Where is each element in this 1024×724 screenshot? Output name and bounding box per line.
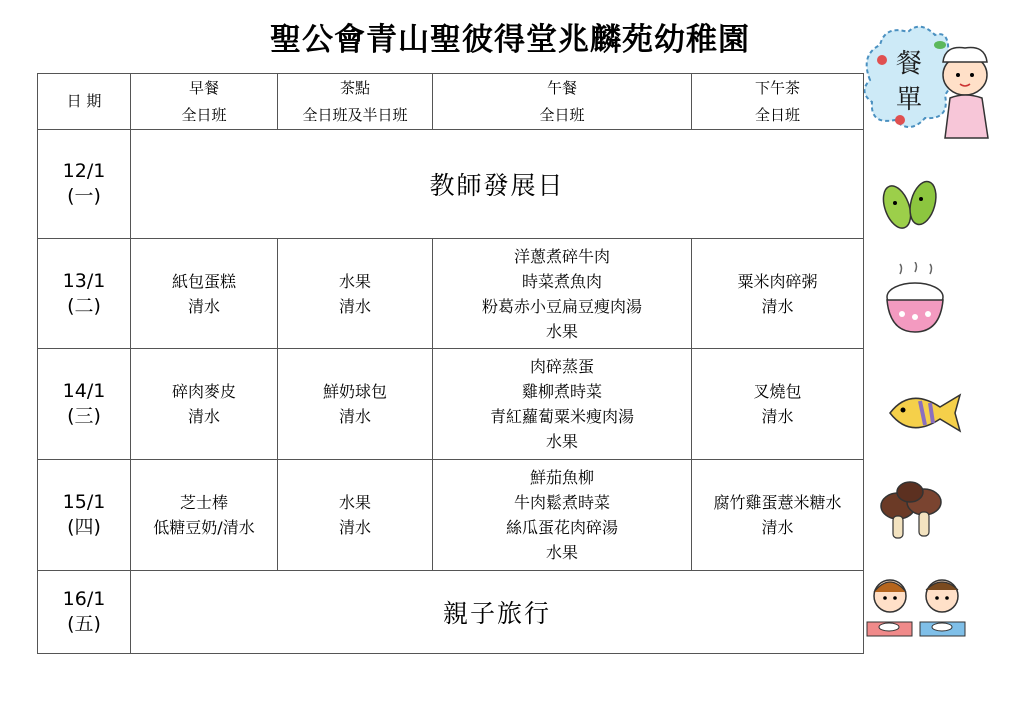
date-cell: 14/1 (三) xyxy=(38,349,131,460)
chef-badge-icon xyxy=(860,20,1000,140)
rice-bowl-icon xyxy=(880,262,950,337)
lunch-cell: 鮮茄魚柳 牛肉鬆煮時菜 絲瓜蛋花肉碎湯 水果 xyxy=(433,460,692,571)
lunch-cell: 洋蔥煮碎牛肉 時菜煮魚肉 粉葛赤小豆扁豆瘦肉湯 水果 xyxy=(433,239,692,349)
snack-cell: 水果 清水 xyxy=(278,239,433,349)
event-cell: 親子旅行 xyxy=(131,571,864,654)
header-breakfast: 早餐 全日班 xyxy=(131,74,278,130)
breakfast-cell: 紙包蛋糕 清水 xyxy=(131,239,278,349)
table-row xyxy=(38,130,864,239)
badge-char-1: 餐 xyxy=(896,49,923,79)
table-row xyxy=(38,460,864,571)
pea-pod-icon xyxy=(875,175,945,235)
mushroom-icon xyxy=(876,478,946,543)
snack-cell: 鮮奶球包 清水 xyxy=(278,349,433,460)
tea-cell: 腐竹雞蛋薏米糖水 清水 xyxy=(692,460,864,571)
header-snack: 茶點 全日班及半日班 xyxy=(278,74,433,130)
menu-table xyxy=(37,73,864,654)
snack-cell: 水果 清水 xyxy=(278,460,433,571)
breakfast-cell: 碎肉麥皮 清水 xyxy=(131,349,278,460)
date-cell: 12/1 (一) xyxy=(38,130,131,239)
table-row xyxy=(38,571,864,654)
badge-char-2: 單 xyxy=(896,85,923,115)
fish-icon xyxy=(885,385,965,440)
page-title: 聖公會青山聖彼得堂兆麟苑幼稚園 xyxy=(270,22,750,58)
tea-cell: 叉燒包 清水 xyxy=(692,349,864,460)
tea-cell: 粟米肉碎粥 清水 xyxy=(692,239,864,349)
table-row xyxy=(38,349,864,460)
date-cell: 13/1 (二) xyxy=(38,239,131,349)
date-cell: 16/1 (五) xyxy=(38,571,131,654)
header-date: 日 期 xyxy=(38,74,131,130)
date-cell: 15/1 (四) xyxy=(38,460,131,571)
header-row xyxy=(38,74,864,130)
breakfast-cell: 芝士棒 低糖豆奶/清水 xyxy=(131,460,278,571)
event-cell: 教師發展日 xyxy=(131,130,864,239)
children-eating-icon xyxy=(862,572,972,642)
table-row xyxy=(38,239,864,349)
lunch-cell: 肉碎蒸蛋 雞柳煮時菜 青紅蘿蔔粟米瘦肉湯 水果 xyxy=(433,349,692,460)
header-tea: 下午茶 全日班 xyxy=(692,74,864,130)
header-lunch: 午餐 全日班 xyxy=(433,74,692,130)
